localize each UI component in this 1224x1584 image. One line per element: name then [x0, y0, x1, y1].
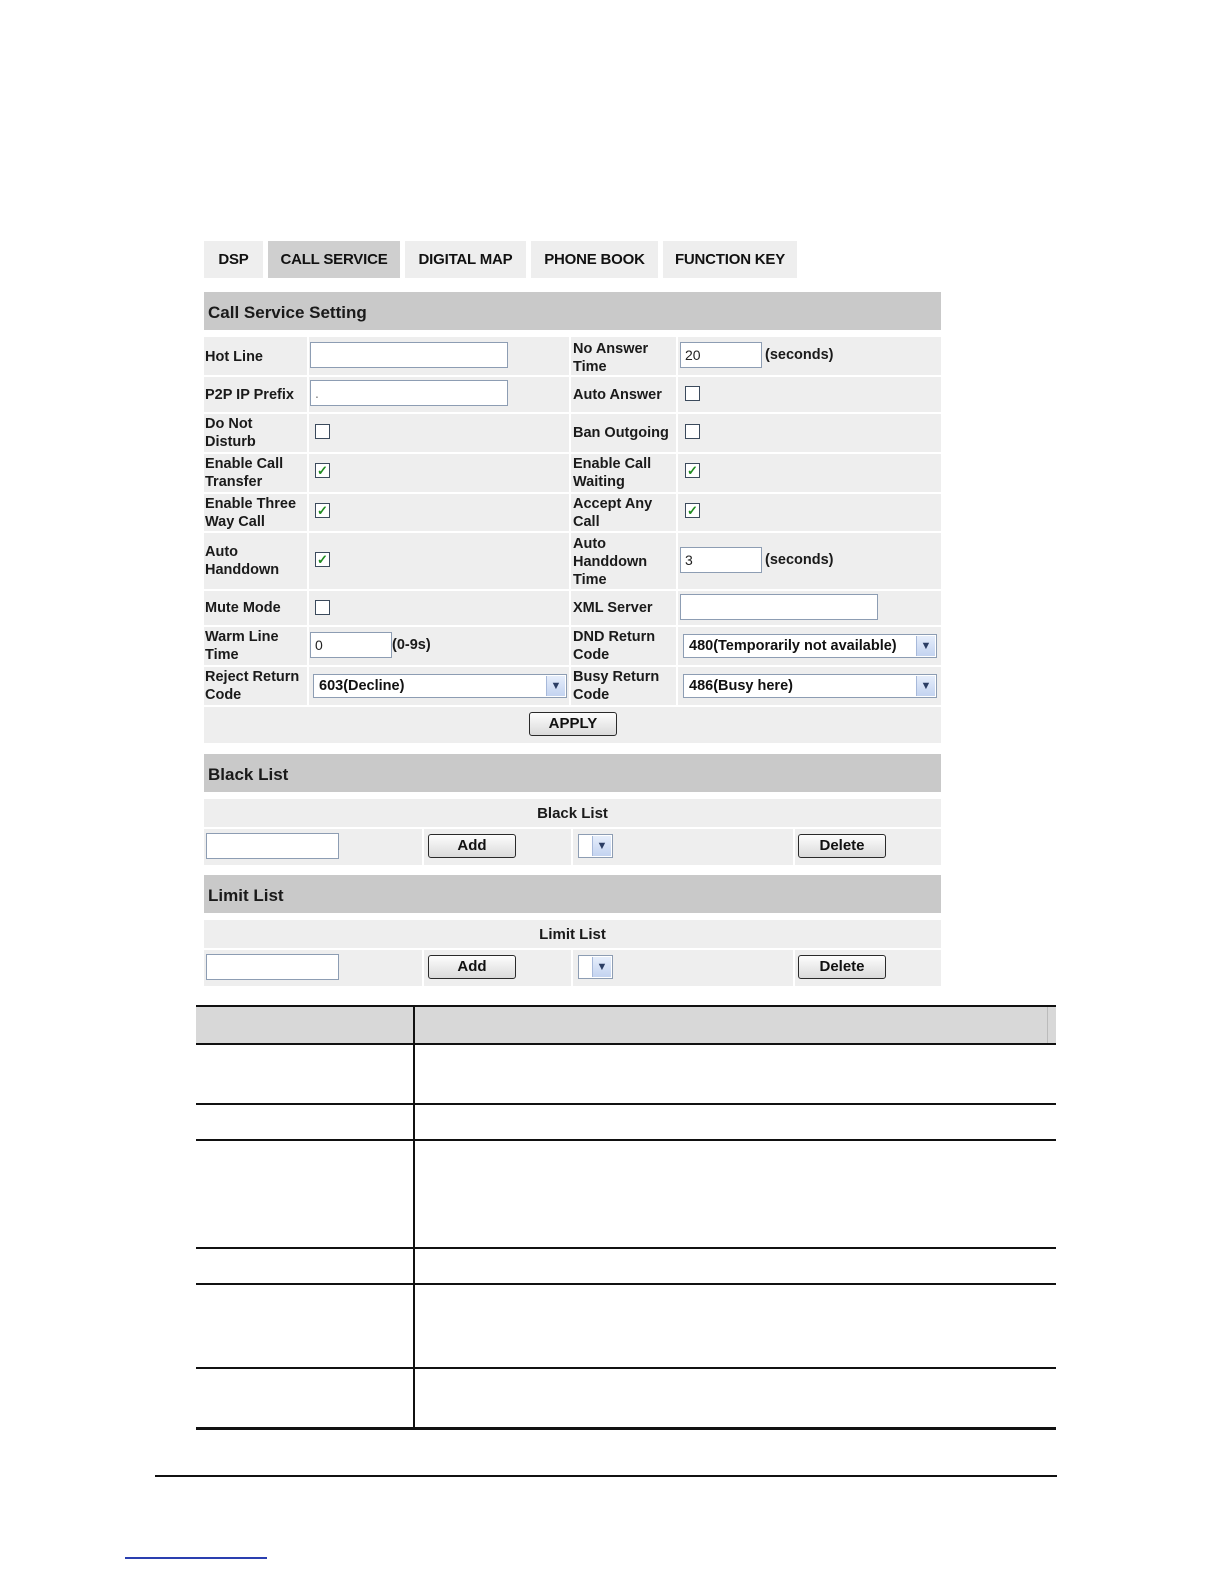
call-service-header: Call Service Setting: [204, 292, 941, 330]
column-divider: [571, 950, 573, 986]
reject-return-code-select[interactable]: [313, 674, 567, 698]
limit-list-input[interactable]: [206, 954, 339, 980]
no-answer-time-label: No Answer Time: [573, 341, 649, 375]
row-divider: [204, 492, 941, 494]
row-divider: [204, 665, 941, 667]
column-divider: [422, 950, 424, 986]
enable-call-waiting-checkbox[interactable]: ✓: [685, 463, 700, 478]
enable-call-waiting-label: Enable Call Waiting: [573, 456, 652, 490]
tab-call-service[interactable]: CALL SERVICE: [268, 241, 400, 278]
enable-three-way-call-label: Enable Three Way Call: [205, 496, 297, 530]
warm-line-time-input[interactable]: 0: [310, 632, 392, 658]
column-divider: [676, 337, 678, 707]
ban-outgoing-label: Ban Outgoing: [573, 425, 669, 441]
enable-call-transfer-label: Enable Call Transfer: [205, 456, 284, 490]
black-list-input[interactable]: [206, 833, 339, 859]
apply-button[interactable]: APPLY: [529, 712, 617, 736]
chevron-down-icon[interactable]: ▼: [916, 636, 935, 656]
accept-any-call-label: Accept Any Call: [573, 496, 653, 530]
p2p-ip-prefix-input[interactable]: .: [310, 380, 508, 406]
busy-return-code-select[interactable]: [683, 674, 937, 698]
do-not-disturb-checkbox[interactable]: [315, 424, 330, 439]
column-divider: [422, 829, 424, 865]
dnd-return-code-select[interactable]: [683, 634, 937, 658]
no-answer-time-unit: (seconds): [765, 347, 834, 363]
limit-list-column-title: Limit List: [539, 926, 606, 943]
p2p-ip-prefix-label: P2P IP Prefix: [205, 387, 294, 403]
row-divider: [204, 531, 941, 533]
mute-mode-label: Mute Mode: [205, 600, 281, 616]
black-list-select[interactable]: [578, 834, 613, 858]
tab-digital-map[interactable]: DIGITAL MAP: [405, 241, 526, 278]
hot-line-label: Hot Line: [205, 349, 263, 365]
hot-line-input[interactable]: [310, 342, 508, 368]
mute-mode-checkbox[interactable]: [315, 600, 330, 615]
column-divider: [793, 950, 795, 986]
chevron-down-icon[interactable]: ▼: [592, 836, 611, 856]
black-list-column-title: Black List: [537, 805, 608, 822]
xml-server-input[interactable]: [680, 594, 878, 620]
xml-server-label: XML Server: [573, 600, 653, 616]
table-rule: [196, 1043, 1056, 1045]
table-column-rule: [1047, 1007, 1048, 1043]
limit-list-delete-button[interactable]: Delete: [798, 955, 886, 979]
tab-phone-book[interactable]: PHONE BOOK: [531, 241, 658, 278]
reject-return-code-value: 603(Decline): [319, 678, 405, 694]
table-rule: [196, 1367, 1056, 1369]
do-not-disturb-label: Do Not Disturb: [205, 416, 256, 450]
reject-return-code-label: Reject Return Code: [205, 669, 300, 703]
table-rule: [196, 1103, 1056, 1105]
auto-handdown-time-label: Auto Handdown Time: [573, 536, 648, 588]
table-rule: [196, 1005, 1056, 1007]
table-rule: [196, 1247, 1056, 1249]
accept-any-call-checkbox[interactable]: ✓: [685, 503, 700, 518]
warm-line-time-unit: (0-9s): [392, 637, 431, 653]
auto-handdown-checkbox[interactable]: ✓: [315, 552, 330, 567]
black-list-add-button[interactable]: Add: [428, 834, 516, 858]
enable-call-transfer-checkbox[interactable]: ✓: [315, 463, 330, 478]
black-list-header: Black List: [204, 754, 941, 792]
limit-list-header: Limit List: [204, 875, 941, 913]
dnd-return-code-value: 480(Temporarily not available): [689, 638, 897, 654]
doc-table-header: [196, 1006, 1056, 1044]
warm-line-time-label: Warm Line Time: [205, 629, 279, 663]
black-list-delete-button[interactable]: Delete: [798, 834, 886, 858]
row-divider: [204, 625, 941, 627]
auto-handdown-label: Auto Handdown: [205, 544, 280, 578]
dnd-return-code-label: DND Return Code: [573, 629, 656, 663]
enable-three-way-call-checkbox[interactable]: ✓: [315, 503, 330, 518]
column-divider: [307, 337, 309, 707]
busy-return-code-label: Busy Return Code: [573, 669, 660, 703]
auto-answer-label: Auto Answer: [573, 387, 662, 403]
busy-return-code-value: 486(Busy here): [689, 678, 793, 694]
limit-list-select[interactable]: [578, 955, 613, 979]
auto-handdown-time-input[interactable]: 3: [680, 547, 762, 573]
row-divider: [204, 412, 941, 414]
no-answer-time-input[interactable]: 20: [680, 342, 762, 368]
tab-dsp[interactable]: DSP: [204, 241, 263, 278]
row-divider: [204, 705, 941, 707]
table-rule: [196, 1139, 1056, 1141]
tab-function-key[interactable]: FUNCTION KEY: [663, 241, 797, 278]
footer-link-underline[interactable]: [125, 1557, 267, 1559]
column-divider: [571, 829, 573, 865]
row-divider: [204, 589, 941, 591]
chevron-down-icon[interactable]: ▼: [592, 957, 611, 977]
column-divider: [793, 829, 795, 865]
table-rule: [196, 1283, 1056, 1285]
column-divider: [569, 337, 571, 707]
table-rule: [196, 1427, 1056, 1430]
chevron-down-icon[interactable]: ▼: [916, 676, 935, 696]
row-divider: [204, 452, 941, 454]
limit-list-add-button[interactable]: Add: [428, 955, 516, 979]
footer-rule: [155, 1475, 1057, 1477]
table-column-rule: [413, 1005, 415, 1429]
auto-answer-checkbox[interactable]: [685, 386, 700, 401]
chevron-down-icon[interactable]: ▼: [546, 676, 565, 696]
auto-handdown-time-unit: (seconds): [765, 552, 834, 568]
ban-outgoing-checkbox[interactable]: [685, 424, 700, 439]
